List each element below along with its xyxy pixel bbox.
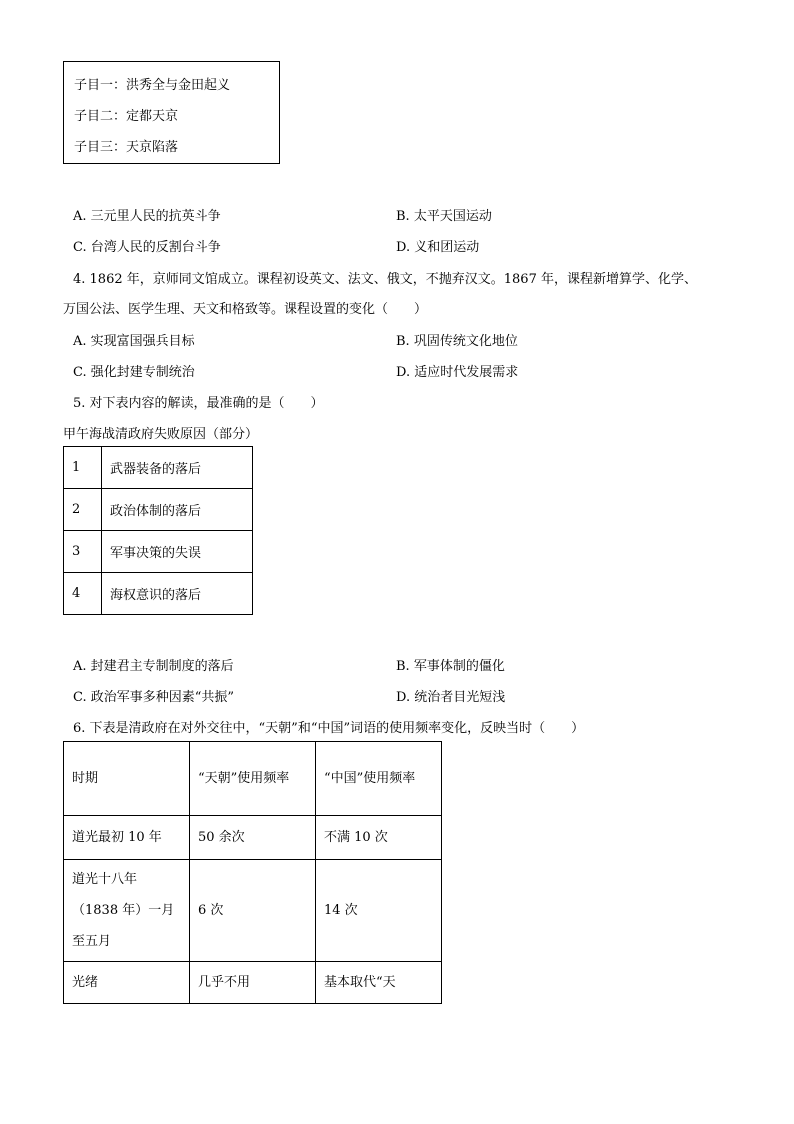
q5-option-c[interactable]: C. 政治军事多种因素“共振” [73, 690, 235, 705]
q5-table [63, 446, 253, 615]
sub-item-3: 子目三：天京陷落 [74, 140, 179, 155]
q5-option-b[interactable]: B. 军事体制的僵化 [396, 659, 505, 674]
table-cell: 光绪 [64, 962, 190, 1004]
q3-option-c[interactable]: C. 台湾人民的反割台斗争 [73, 240, 221, 255]
table-cell: 道光最初 10 年 [64, 816, 190, 860]
table-cell: 几乎不用 [190, 962, 316, 1004]
table-cell: 军事决策的失误 [102, 531, 253, 573]
table-header-row [64, 742, 442, 816]
table-cell: 政治体制的落后 [102, 489, 253, 531]
sub-item-2: 子目二：定都天京 [74, 109, 179, 124]
table-row [64, 573, 253, 615]
table-cell: 50 余次 [190, 816, 316, 860]
q4-stem-line1: 4. 1862 年，京师同文馆成立。课程初设英文、法文、俄文，不抛弃汉文。1867 年，课程新增算学、化学、 [73, 272, 697, 287]
table-cell: 武器装备的落后 [102, 447, 253, 489]
q6-stem: 6. 下表是清政府在对外交往中，“天朝”和“中国”词语的使用频率变化，反映当时（ ） [73, 721, 585, 736]
q3-option-d[interactable]: D. 义和团运动 [396, 240, 480, 255]
table-cell: 6 次 [190, 860, 316, 962]
table-row [64, 447, 253, 489]
table-row [64, 489, 253, 531]
table-cell: 不满 10 次 [316, 816, 442, 860]
table-cell: 3 [64, 531, 102, 573]
sub-items-box [63, 61, 280, 164]
q6-table [63, 741, 442, 1004]
table-cell: 海权意识的落后 [102, 573, 253, 615]
table-cell: 2 [64, 489, 102, 531]
table-header-cell: “天朝”使用频率 [190, 742, 316, 816]
table-cell: 基本取代“天 [316, 962, 442, 1004]
q3-option-b[interactable]: B. 太平天国运动 [396, 209, 492, 224]
table-cell: 4 [64, 573, 102, 615]
q5-stem: 5. 对下表内容的解读，最准确的是（ ） [73, 396, 324, 411]
q5-option-a[interactable]: A. 封建君主专制制度的落后 [73, 659, 234, 674]
table-row [64, 816, 442, 860]
q4-option-b[interactable]: B. 巩固传统文化地位 [396, 334, 518, 349]
sub-item-1: 子目一：洪秀全与金田起义 [74, 78, 231, 93]
table-cell: 14 次 [316, 860, 442, 962]
q5-option-d[interactable]: D. 统治者目光短浅 [396, 690, 506, 705]
q4-option-a[interactable]: A. 实现富国强兵目标 [73, 334, 195, 349]
table-cell: 道光十八年（1838 年）一月至五月 [64, 860, 190, 962]
table-row [64, 962, 442, 1004]
table-row [64, 860, 442, 962]
table-header-cell: 时期 [64, 742, 190, 816]
q3-option-a[interactable]: A. 三元里人民的抗英斗争 [73, 209, 221, 224]
q4-option-c[interactable]: C. 强化封建专制统治 [73, 365, 195, 380]
q4-stem-line2: 万国公法、医学生理、天文和格致等。课程设置的变化（ ） [63, 302, 428, 317]
table-row [64, 531, 253, 573]
table-header-cell: “中国”使用频率 [316, 742, 442, 816]
q5-table-title: 甲午海战清政府失败原因（部分） [63, 427, 259, 442]
q4-option-d[interactable]: D. 适应时代发展需求 [396, 365, 519, 380]
table-cell: 1 [64, 447, 102, 489]
